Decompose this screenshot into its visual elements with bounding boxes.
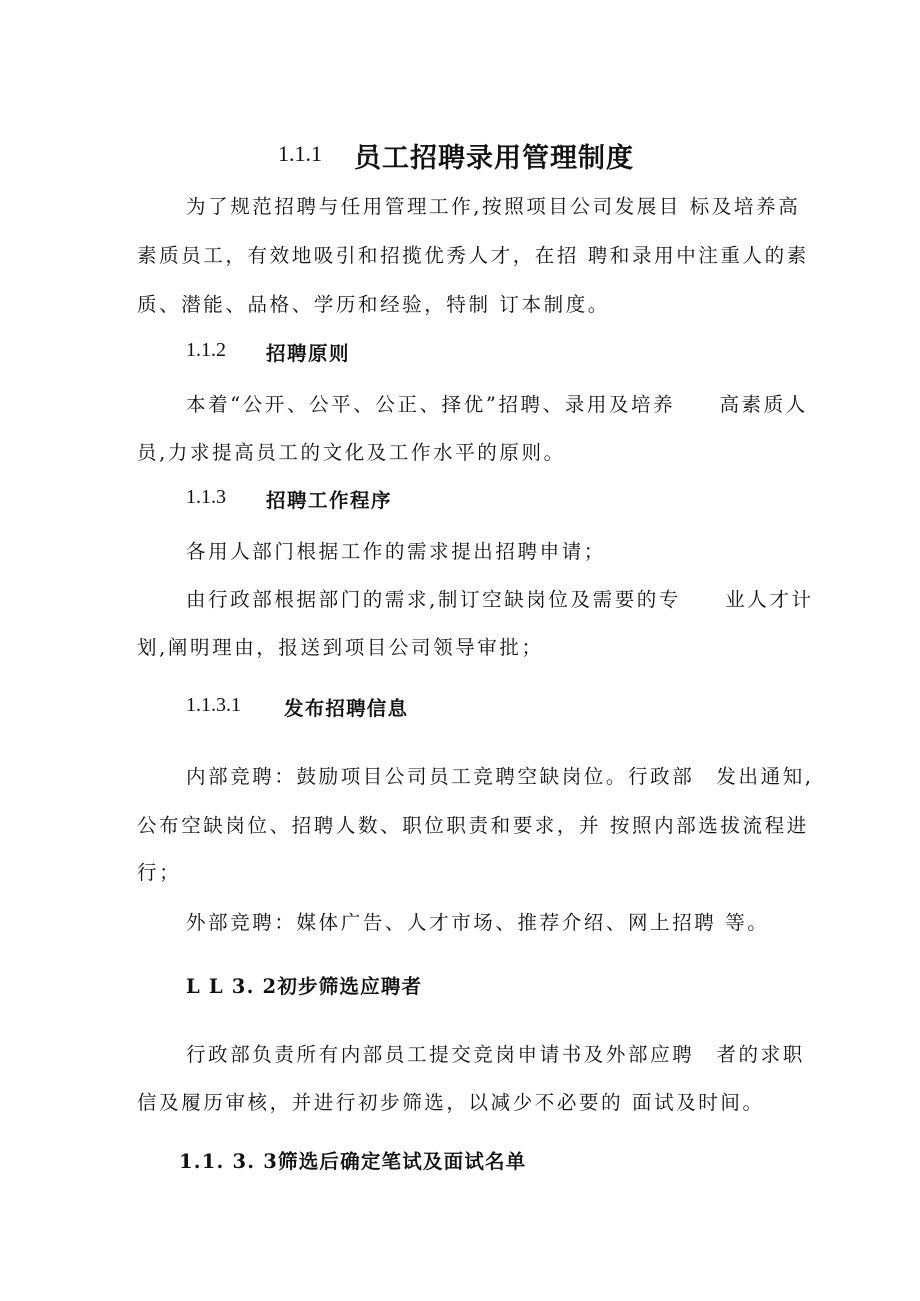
intro-line: 质、潜能、品格、学历和经验，特制 订本制度。 [137, 293, 610, 316]
publish-line: 行； [137, 861, 182, 884]
screening-line: 信及履历审核，并进行初步筛选，以减少不必要的 面试及时间。 [137, 1091, 765, 1114]
procedure-line: 由行政部根据部门的需求,制订空缺岗位及需要的专 业人才计 [186, 588, 814, 611]
principle-line: 本着“公开、公平、公正、择优”招聘、录用及培养 高素质人 [186, 393, 808, 416]
publish-line: 内部竞聘：鼓励项目公司员工竞聘空缺岗位。行政部 发出通知, [186, 765, 814, 788]
section-heading: 招聘工作程序 [266, 489, 393, 512]
intro-line: 素质员工，有效地吸引和招揽优秀人才，在招 聘和录用中注重人的素 [137, 244, 809, 267]
section-number: 1.1.3.1 [186, 694, 241, 716]
screening-line: 行政部负责所有内部员工提交竞岗申请书及外部应聘 者的求职 [186, 1043, 805, 1066]
publish-line: 公布空缺岗位、招聘人数、职位职责和要求，并 按照内部选拔流程进 [137, 814, 809, 837]
page-title: 员工招聘录用管理制度 [354, 143, 634, 174]
title-number: 1.1.1 [278, 141, 322, 166]
section-number: 1.1.2 [186, 339, 226, 361]
intro-line: 为了规范招聘与任用管理工作,按照项目公司发展目 标及培养高 [186, 195, 801, 218]
section-heading: 1.1. 3. 3筛选后确定笔试及面试名单 [179, 1150, 527, 1173]
section-heading: 招聘原则 [266, 342, 351, 365]
procedure-line: 划,阐明理由，报送到项目公司领导审批； [137, 636, 544, 659]
section-heading: L L 3. 2初步筛选应聘者 [186, 975, 423, 998]
section-heading: 发布招聘信息 [284, 697, 409, 720]
publish-line: 外部竞聘：媒体广告、人才市场、推荐介绍、网上招聘 等。 [186, 911, 770, 934]
procedure-line: 各用人部门根据工作的需求提出招聘申请； [186, 540, 606, 563]
principle-line: 员,力求提高员工的文化及工作水平的原则。 [137, 441, 566, 464]
section-number: 1.1.3 [186, 486, 226, 508]
